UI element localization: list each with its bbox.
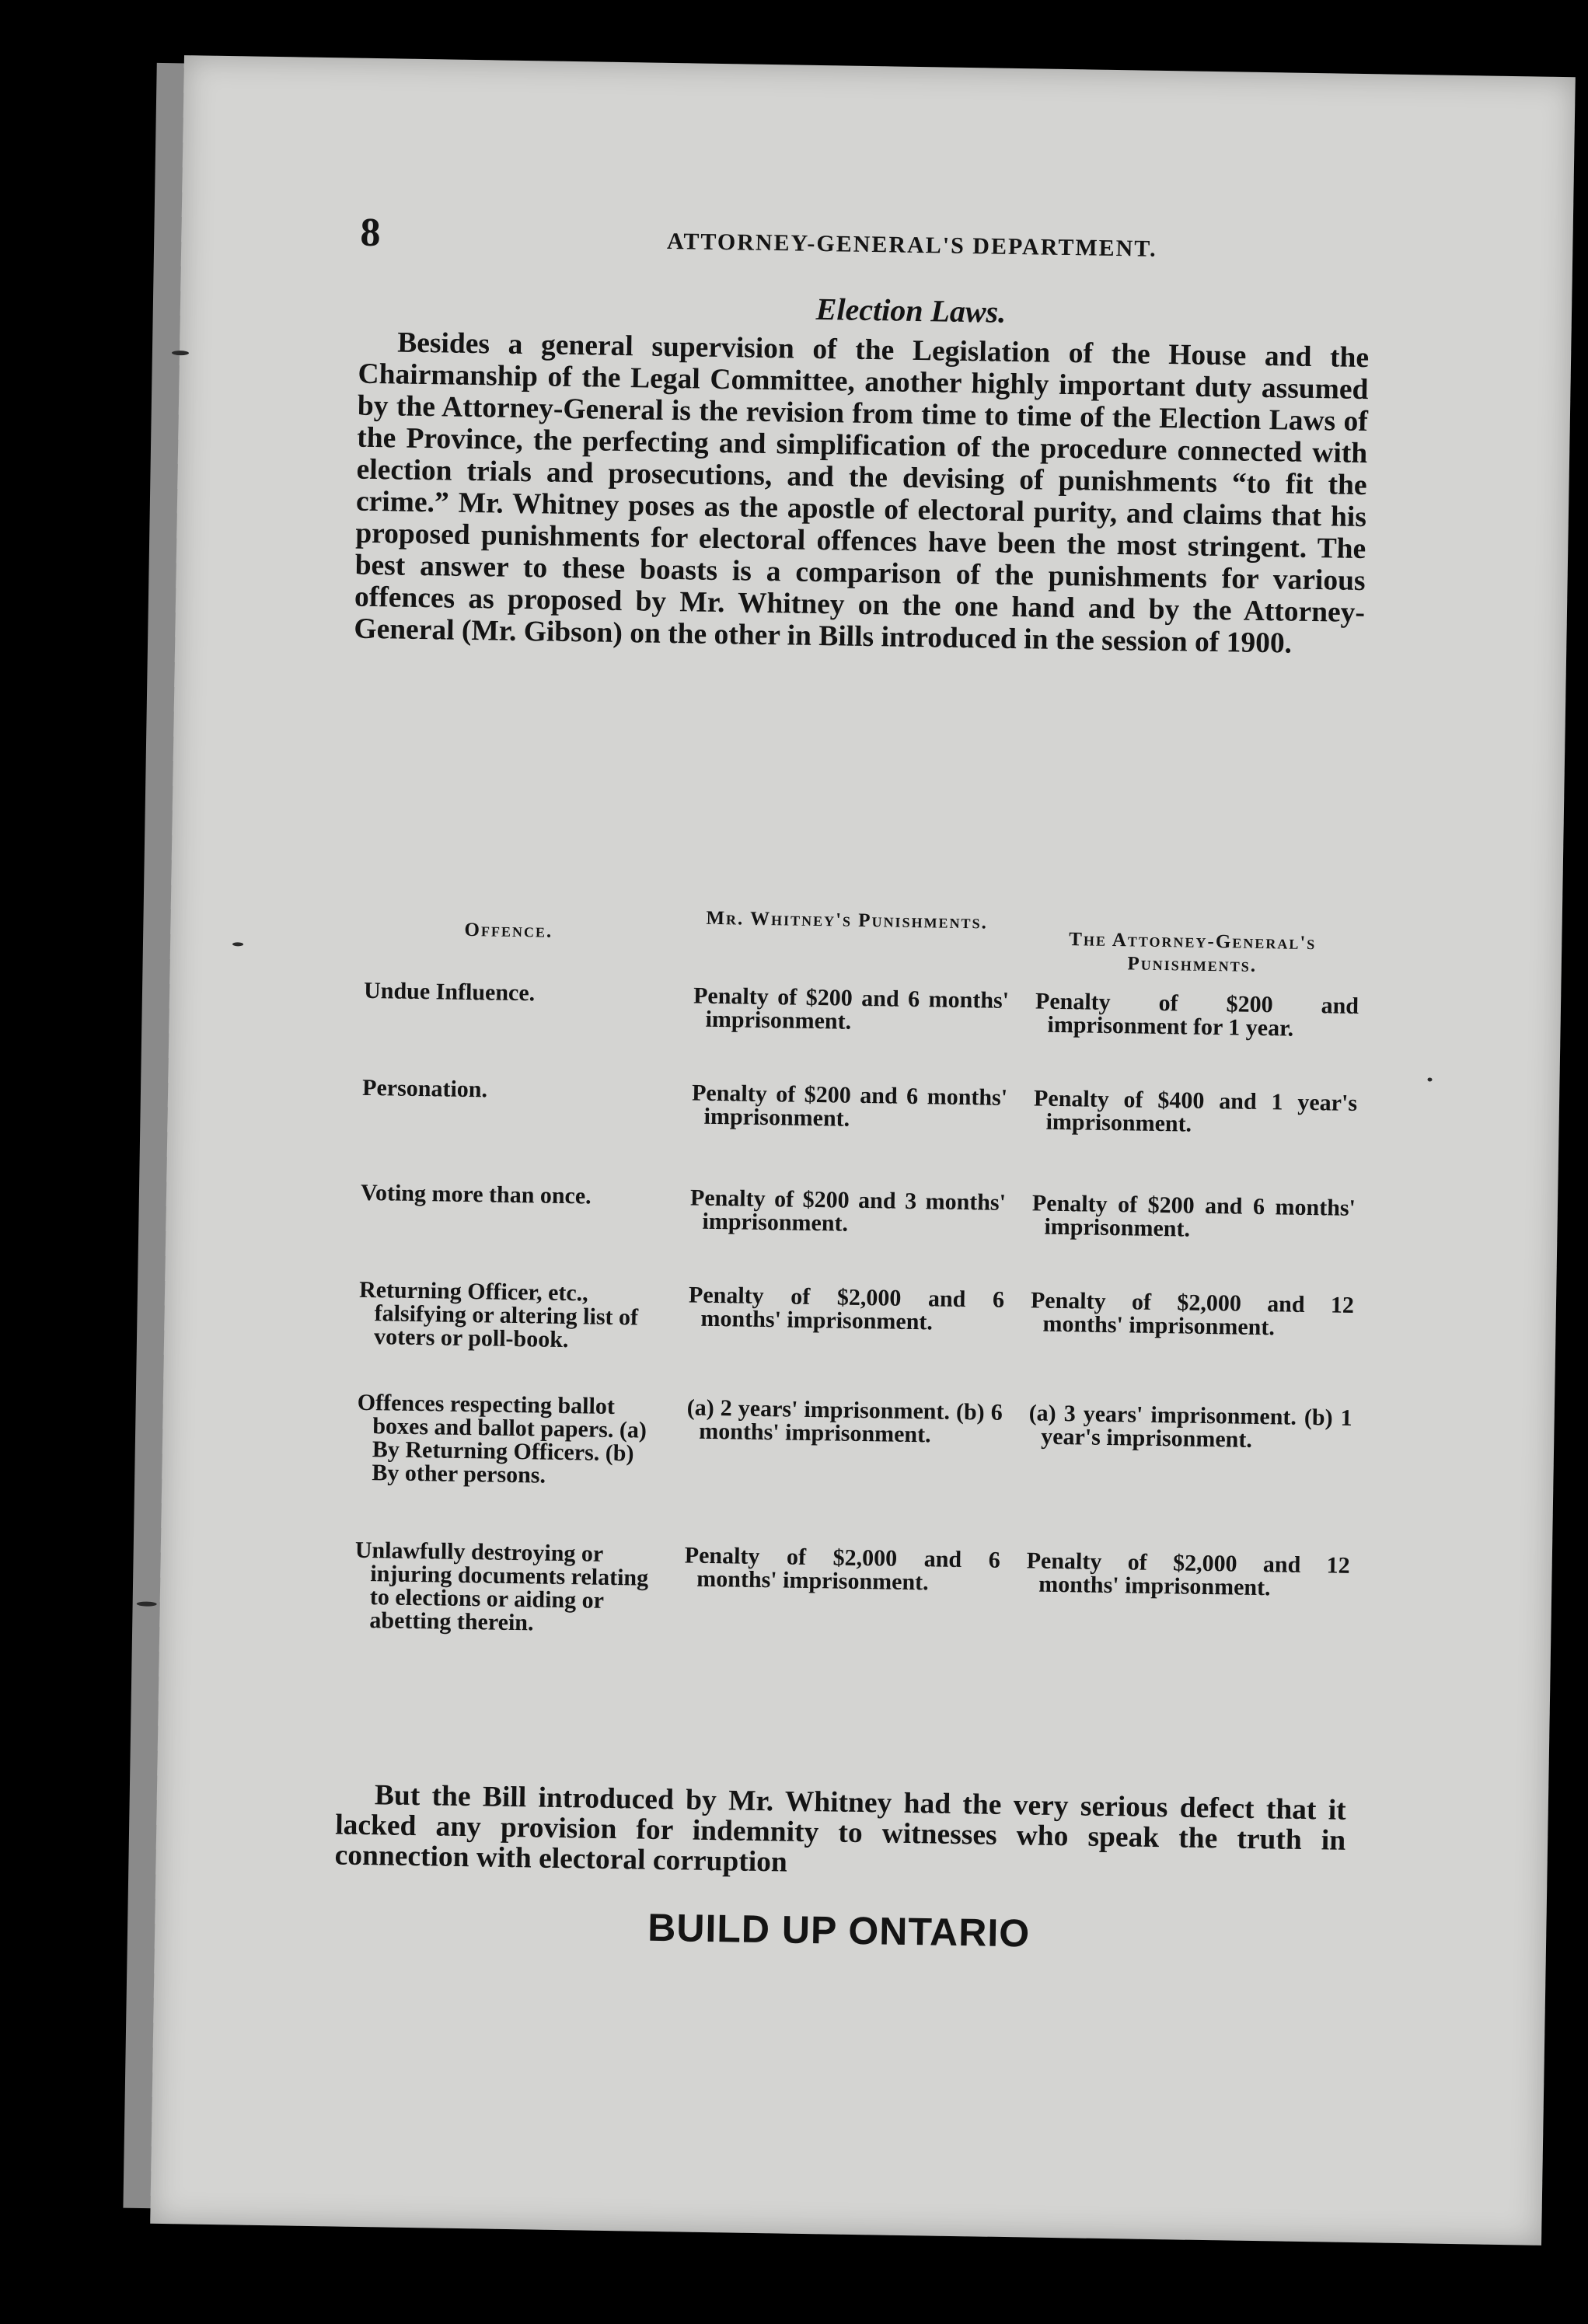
offence-cell: Undue Influence.	[363, 977, 536, 1007]
table-row	[347, 979, 1359, 1092]
offence-cell: Returning Officer, etc., falsifying or altering list of voters or poll-book.	[358, 1276, 639, 1353]
scan-speck	[1427, 1077, 1432, 1081]
section-title: Election Laws.	[815, 291, 1007, 330]
attorney-general-punishment-cell: Penalty of $400 and 1 year's imprisonment.	[1033, 1085, 1358, 1137]
offence-cell: Personation.	[361, 1074, 488, 1103]
attorney-general-punishment-cell: Penalty of $2,000 and 12 months' imprisonment.	[1026, 1548, 1350, 1601]
scan-speck	[232, 942, 243, 946]
whitney-punishment-cell: Penalty of $200 and 6 months' imprisonment.	[693, 982, 1010, 1035]
header-attorney-general: The Attorney-General's Punishments.	[1069, 929, 1317, 976]
offence-cell: Voting more than once.	[360, 1179, 592, 1209]
whitney-punishment-cell: Penalty of $2,000 and 6 months' imprisonment.	[684, 1542, 1000, 1596]
intro-paragraph: Besides a general supervision of the Legislation of the House and the Chairmanship of the Legal Committee, another highly important duty assumed by the Attorney-General is the revision from time to time of the Election Laws of the Province, the perfecting and simplification of the procedure connected with election trials and prosecutions, and the devising of punishments “to fit the crime.” Mr. Whitney poses as the apostle of electoral purity, and claims that his proposed punishments for electoral offences have been the most stringent. The best answer to these boasts is a comparison of the punishments for various offences as proposed by Mr. Whitney on the one hand and by the Attorney-General (Mr. Gibson) on the other in Bills introduced in the session of 1900.	[354, 326, 1370, 660]
build-up-ontario-banner: BUILD UP ONTARIO	[647, 1905, 1031, 1956]
header-whitney: Mr. Whitney's Punishments.	[706, 907, 989, 933]
table-row	[340, 1391, 1352, 1555]
scan-speck	[172, 351, 189, 355]
table-header-row	[349, 902, 1360, 979]
table-row	[344, 1181, 1356, 1294]
attorney-general-punishment-cell: Penalty of $200 and imprisonment for 1 year.	[1035, 988, 1359, 1042]
whitney-punishment-cell: Penalty of $200 and 6 months' imprisonment.	[691, 1080, 1008, 1132]
scanned-page	[150, 55, 1576, 2245]
attorney-general-punishment-cell: Penalty of $2,000 and 12 months' imprisonment.	[1030, 1287, 1355, 1341]
offence-cell: Offences respecting ballot boxes and ballot papers. (a) By Returning Officers. (b) By other persons.	[357, 1389, 647, 1488]
table-row	[337, 1538, 1350, 1709]
page-content	[334, 210, 1371, 1956]
header-offence: Offence.	[464, 919, 553, 942]
running-head: ATTORNEY-GENERAL'S DEPARTMENT.	[666, 228, 1157, 262]
offence-cell: Unlawfully destroying or injuring documents relating to elections or aiding or abetting therein.	[354, 1537, 649, 1636]
whitney-punishment-cell: Penalty of $200 and 3 months' imprisonment.	[689, 1185, 1007, 1237]
whitney-punishment-cell: Penalty of $2,000 and 6 months' imprisonment.	[688, 1282, 1005, 1335]
table-row	[345, 1074, 1358, 1197]
attorney-general-punishment-cell: (a) 3 years' imprisonment. (b) 1 year's imprisonment.	[1028, 1400, 1352, 1453]
punishments-table	[337, 902, 1360, 1710]
table-row	[342, 1276, 1355, 1407]
page-number: 8	[360, 210, 381, 256]
closing-paragraph: But the Bill introduced by Mr. Whitney had the very serious defect that it lacked any provision for indemnity to witnesses who speak the truth in connection with electoral corruption	[334, 1779, 1347, 1879]
whitney-punishment-cell: (a) 2 years' imprisonment. (b) 6 months' imprisonment.	[686, 1394, 1003, 1448]
attorney-general-punishment-cell: Penalty of $200 and 6 months' imprisonment.	[1031, 1190, 1356, 1242]
